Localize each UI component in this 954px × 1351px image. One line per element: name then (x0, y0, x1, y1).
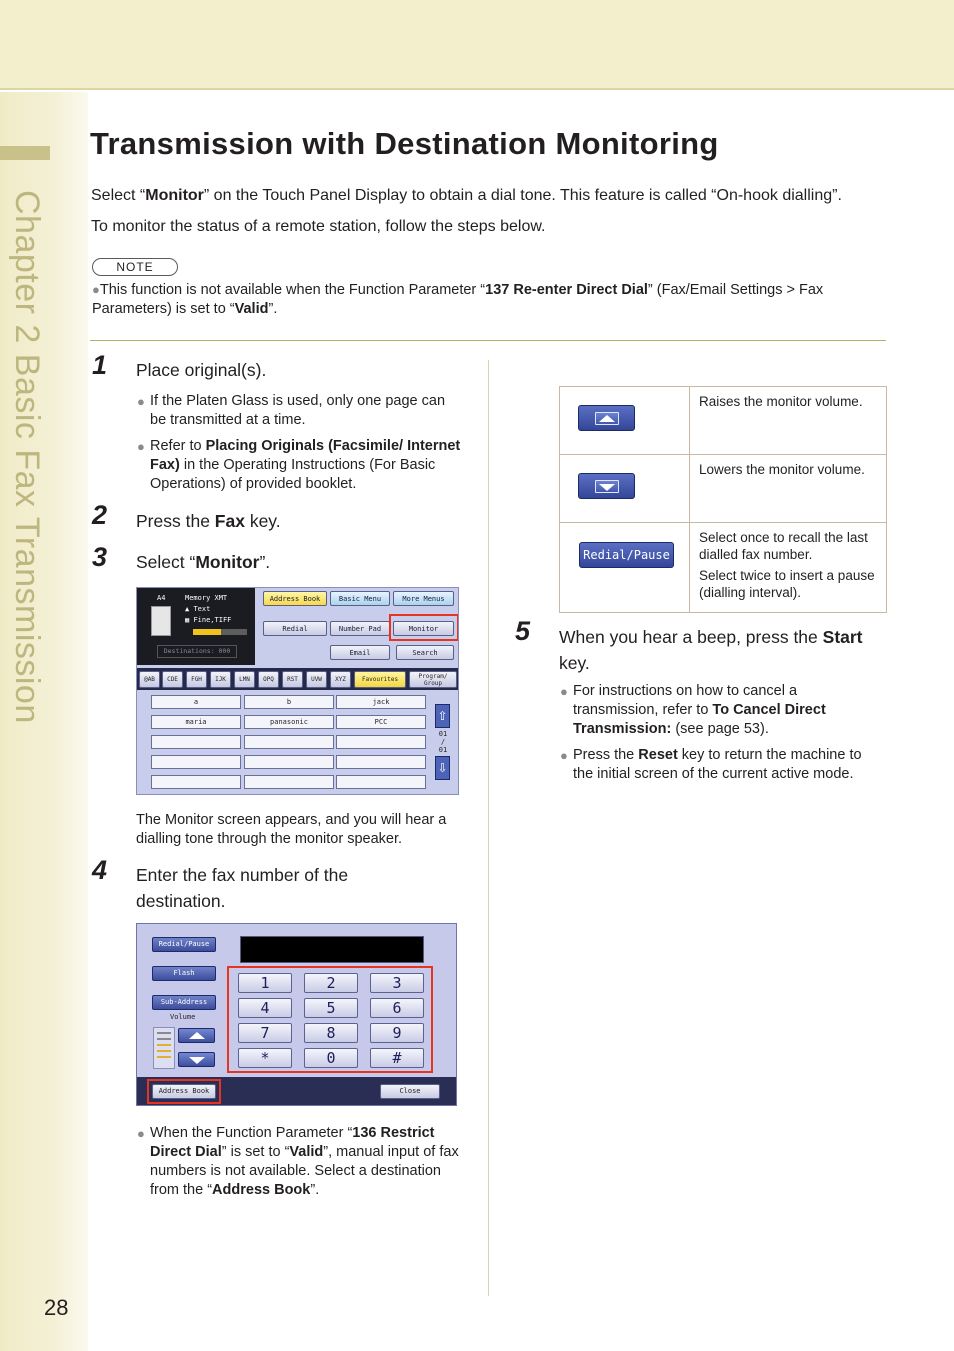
monitor-buttons-table (559, 386, 887, 613)
address-book-highlight-box (147, 1079, 221, 1104)
tab-ijk[interactable]: IJK (210, 671, 231, 688)
volume-bar (193, 629, 247, 635)
bullet-icon: ● (560, 748, 568, 763)
table-icon-cell (560, 455, 690, 523)
step-4-text: Enter the fax number of the destination. (136, 865, 349, 911)
table-description: Select once to recall the last dialled fax number. Select twice to insert a pause (dialling interval). (690, 523, 887, 613)
volume-down-button[interactable] (178, 1052, 215, 1067)
note-text: ●This function is not available when the Function Parameter “137 Re-enter Direct Dial” (Fax/Email Settings > Fax Parameters) is set to “Valid”. (92, 282, 824, 317)
monitor-highlight-box (389, 614, 459, 641)
more-menus-button[interactable]: More Menus (393, 591, 454, 606)
bullet-icon: ● (560, 684, 568, 699)
key-7[interactable]: 7 (238, 1023, 292, 1043)
key-4[interactable]: 4 (238, 998, 292, 1018)
step-5-bullet-1: ● For instructions on how to cancel a transmission, refer to To Cancel Direct Transmission: (see page 53). (560, 683, 826, 737)
tab-rst[interactable]: RST (282, 671, 303, 688)
table-icon-cell (560, 387, 690, 455)
flash-button[interactable]: Flash (152, 966, 216, 981)
tab-xyz[interactable]: XYZ (330, 671, 351, 688)
step-5-text: When you hear a beep, press the Start key. (559, 627, 863, 673)
bullet-icon: ● (137, 439, 145, 454)
page-number: 28 (44, 1295, 69, 1320)
step-3-text: Select “Monitor”. (136, 552, 271, 572)
intro-paragraph-1: Select “Monitor” on the Touch Panel Display to obtain a dial tone. This feature is called “On-hook dialling”. (91, 187, 842, 204)
step-2-text: Press the Fax key. (136, 511, 281, 531)
email-button[interactable]: Email (330, 645, 390, 660)
monitor-button[interactable]: Monitor (393, 621, 454, 636)
number-display (240, 936, 424, 963)
step-number: 5 (515, 616, 531, 646)
bullet-icon: ● (92, 282, 100, 297)
step-number: 3 (92, 542, 108, 572)
resolution-mode: ▦ Fine,TIFF (185, 616, 232, 624)
key-2[interactable]: 2 (304, 973, 358, 993)
volume-up-button[interactable] (178, 1028, 215, 1043)
redial-pause-button[interactable]: Redial/Pause (152, 937, 216, 952)
key-9[interactable]: 9 (370, 1023, 424, 1043)
address-slot-empty[interactable] (244, 775, 334, 789)
chapter-title-vertical (4, 190, 48, 820)
bullet-icon: ● (137, 394, 145, 409)
address-slot[interactable]: maria (151, 715, 241, 729)
scroll-down-icon[interactable]: ⇩ (435, 756, 450, 780)
destinations-field: Destinations: 000 (157, 645, 237, 658)
tab-fgh[interactable]: FGH (186, 671, 207, 688)
page-indicator: 01 / 01 (438, 730, 448, 754)
step-1-bullet-1: ● If the Platen Glass is used, only one page can be transmitted at a time. (137, 393, 446, 428)
volume-up-icon (578, 405, 635, 431)
volume-level-icon (153, 1027, 175, 1069)
tab-lmn[interactable]: LMN (234, 671, 255, 688)
document-icon (151, 606, 171, 636)
tab-opq[interactable]: OPQ (258, 671, 279, 688)
sub-address-button[interactable]: Sub-Address (152, 995, 216, 1010)
note-label: NOTE (92, 258, 178, 276)
address-slot-empty[interactable] (244, 755, 334, 769)
address-slot[interactable]: jack (336, 695, 426, 709)
key-star[interactable]: * (238, 1048, 292, 1068)
key-5[interactable]: 5 (304, 998, 358, 1018)
key-hash[interactable]: # (370, 1048, 424, 1068)
chapter-tab-marker (0, 146, 50, 160)
step-number: 2 (92, 500, 108, 530)
header-band (0, 0, 954, 90)
page-title: Transmission with Destination Monitoring (90, 126, 719, 161)
intro-paragraph-2: To monitor the status of a remote station, follow the steps below. (91, 218, 546, 235)
keypad-highlight-box (227, 966, 433, 1073)
address-slot-empty[interactable] (336, 755, 426, 769)
key-1[interactable]: 1 (238, 973, 292, 993)
tab-ab[interactable]: @AB (139, 671, 160, 688)
basic-menu-button[interactable]: Basic Menu (330, 591, 390, 606)
volume-down-icon (578, 473, 635, 499)
column-divider (488, 360, 489, 1296)
tab-program-group[interactable]: Program/ Group (409, 671, 457, 688)
address-slot[interactable]: PCC (336, 715, 426, 729)
table-row (560, 387, 887, 455)
step-5-bullet-2: ● Press the Reset key to return the machine to the initial screen of the current active mode. (560, 747, 862, 782)
touch-panel-screenshot (136, 587, 459, 795)
number-pad-screenshot (136, 923, 457, 1106)
bullet-icon: ● (137, 1126, 145, 1141)
address-slot-empty[interactable] (151, 755, 241, 769)
address-slot-empty[interactable] (151, 735, 241, 749)
close-button[interactable]: Close (380, 1084, 440, 1099)
index-tabs-bar (137, 668, 459, 690)
tab-cde[interactable]: CDE (162, 671, 183, 688)
step-4-bullet: ● When the Function Parameter “136 Restrict Direct Dial” is set to “Valid”, manual input of fax numbers is not available. Select a destination from the “Address Book”. (137, 1125, 459, 1198)
table-icon-cell (560, 523, 690, 613)
section-divider (90, 340, 886, 341)
key-3[interactable]: 3 (370, 973, 424, 993)
address-book-button[interactable]: Address Book (263, 591, 327, 606)
table-row (560, 523, 887, 613)
address-slot[interactable]: b (244, 695, 334, 709)
step-number: 1 (92, 350, 108, 380)
text-mode: ▲ Text (185, 605, 211, 613)
redial-button[interactable]: Redial (263, 621, 327, 636)
search-button[interactable]: Search (396, 645, 454, 660)
table-row (560, 455, 887, 523)
scroll-up-icon[interactable]: ⇧ (435, 704, 450, 728)
volume-label: Volume (170, 1013, 196, 1021)
step-3-result-text: The Monitor screen appears, and you will hear a dialling tone through the monitor speaker. (136, 812, 447, 847)
step-1-bullet-2: ● Refer to Placing Originals (Facsimile/ Internet Fax) in the Operating Instructions (For Basic Operations) of provided booklet. (137, 438, 461, 492)
table-description: Raises the monitor volume. (690, 387, 887, 455)
address-book-button[interactable]: Address Book (152, 1084, 216, 1099)
key-6[interactable]: 6 (370, 998, 424, 1018)
address-slot-empty[interactable] (336, 735, 426, 749)
key-8[interactable]: 8 (304, 1023, 358, 1043)
address-slot[interactable]: panasonic (244, 715, 334, 729)
tab-uvw[interactable]: UVW (306, 671, 327, 688)
key-0[interactable]: 0 (304, 1048, 358, 1068)
step-number: 4 (92, 855, 108, 885)
tab-favourites[interactable]: Favourites (354, 671, 406, 688)
memory-mode: Memory XMT (185, 594, 228, 602)
number-pad-button[interactable]: Number Pad (330, 621, 390, 636)
redial-pause-icon: Redial/Pause (579, 542, 674, 568)
step-1-text: Place original(s). (136, 360, 267, 380)
address-slot-empty[interactable] (151, 775, 241, 789)
address-slot[interactable]: a (151, 695, 241, 709)
address-slot-empty[interactable] (336, 775, 426, 789)
chapter-title: Chapter 2 Basic Fax Transmission (8, 190, 46, 724)
paper-size: A4 (157, 594, 166, 602)
table-description: Lowers the monitor volume. (690, 455, 887, 523)
address-slot-empty[interactable] (244, 735, 334, 749)
